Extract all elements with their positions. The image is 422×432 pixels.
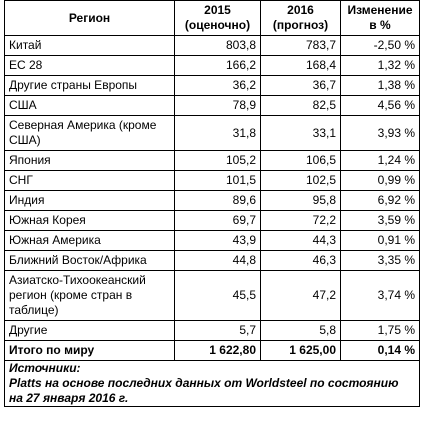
cell-2015: 101,5 [175,171,261,191]
table-row [5,151,420,171]
header-2015-year: 2015 [204,3,231,17]
cell-2015: 43,9 [175,231,261,251]
table-row [5,211,420,231]
cell-change: 1,75 % [341,321,420,341]
cell-2016: 72,2 [261,211,341,231]
cell-2016: 106,5 [261,151,341,171]
cell-change: 3,59 % [341,211,420,231]
table-row [5,116,420,151]
cell-2015: 45,5 [175,271,261,321]
cell-region: Азиатско-Тихоокеанский регион (кроме стран в таблице) [5,271,175,321]
cell-region: Другие страны Европы [5,76,175,96]
table-header-row [5,1,420,36]
source-text: Platts на основе последних данных от Worldsteel по состоянию на 27 января 2016 г. [9,376,399,405]
cell-2016: 46,3 [261,251,341,271]
cell-region: Другие [5,321,175,341]
cell-change: 1,38 % [341,76,420,96]
total-2016: 1 625,00 [261,341,341,361]
header-2016-year: 2016 [287,3,314,17]
cell-2015: 89,6 [175,191,261,211]
cell-change: 0,91 % [341,231,420,251]
table-row [5,191,420,211]
cell-2015: 78,9 [175,96,261,116]
cell-2015: 44,8 [175,251,261,271]
cell-2016: 82,5 [261,96,341,116]
cell-2016: 102,5 [261,171,341,191]
cell-region: Северная Америка (кроме США) [5,116,175,151]
source-row [5,361,420,407]
cell-change: 1,32 % [341,56,420,76]
steel-forecast-table [4,0,420,407]
cell-2016: 5,8 [261,321,341,341]
cell-2016: 47,2 [261,271,341,321]
source-note [5,361,420,407]
cell-2015: 166,2 [175,56,261,76]
table-row [5,321,420,341]
cell-change: 0,99 % [341,171,420,191]
cell-2015: 105,2 [175,151,261,171]
table-row [5,56,420,76]
table-row [5,96,420,116]
cell-2016: 33,1 [261,116,341,151]
header-2015-note: (оценочно) [184,18,251,32]
cell-region: Китай [5,36,175,56]
header-change [341,1,420,36]
total-region: Итого по миру [5,341,175,361]
header-change-line1: Изменение [347,3,413,17]
cell-region: США [5,96,175,116]
cell-2016: 168,4 [261,56,341,76]
cell-region: СНГ [5,171,175,191]
header-2015 [175,1,261,36]
cell-change: -2,50 % [341,36,420,56]
cell-2015: 69,7 [175,211,261,231]
cell-region: Южная Корея [5,211,175,231]
cell-change: 4,56 % [341,96,420,116]
cell-2016: 783,7 [261,36,341,56]
header-region: Регион [5,1,175,36]
total-change: 0,14 % [341,341,420,361]
cell-2015: 803,8 [175,36,261,56]
cell-region: Индия [5,191,175,211]
cell-region: Япония [5,151,175,171]
header-change-line2: в % [369,18,391,32]
source-heading: Источники: [9,361,81,375]
cell-change: 3,74 % [341,271,420,321]
table-row [5,36,420,56]
cell-change: 6,92 % [341,191,420,211]
cell-2016: 36,7 [261,76,341,96]
table-row [5,271,420,321]
cell-change: 3,35 % [341,251,420,271]
table-row [5,76,420,96]
total-row [5,341,420,361]
total-2015: 1 622,80 [175,341,261,361]
table-row [5,251,420,271]
cell-2016: 44,3 [261,231,341,251]
cell-region: Ближний Восток/Африка [5,251,175,271]
cell-2015: 31,8 [175,116,261,151]
cell-change: 3,93 % [341,116,420,151]
cell-region: Южная Америка [5,231,175,251]
cell-change: 1,24 % [341,151,420,171]
cell-region: ЕС 28 [5,56,175,76]
cell-2015: 36,2 [175,76,261,96]
cell-2015: 5,7 [175,321,261,341]
table-row [5,231,420,251]
header-2016 [261,1,341,36]
header-2016-note: (прогноз) [272,18,329,32]
table-row [5,171,420,191]
cell-2016: 95,8 [261,191,341,211]
